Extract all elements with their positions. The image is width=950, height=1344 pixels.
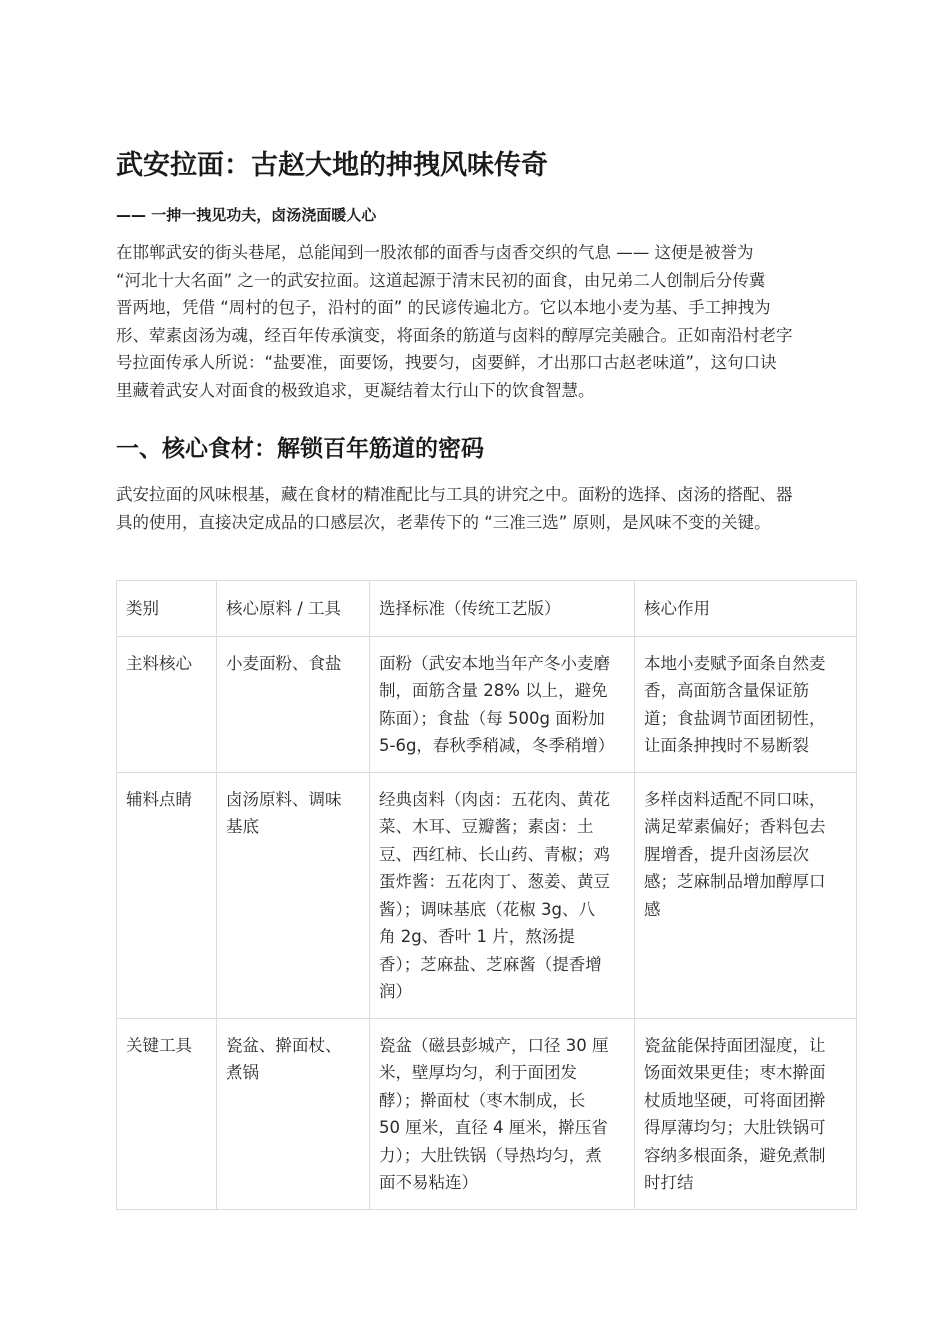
section-line: 具的使用，直接决定成品的口感层次，老辈传下的 “三准三选” 原则，是风味不变的关键。 [116,512,771,532]
cell-text-line: 酵）；擀面杖（枣木制成，长 [379,1090,586,1110]
cell-text-line: 让面条抻拽时不易断裂 [644,736,809,755]
cell-text-line: 时打结 [644,1173,694,1192]
cell-text-line: 卤汤原料、调味 [226,789,342,809]
cell-text-line: 5-6g，春秋季稍减，冬季稍增） [379,736,615,755]
cell-text-line: 面粉（武安本地当年产冬小麦磨 [379,653,610,673]
cell-text-line: 制，面筋含量 28% 以上，避免 [379,681,608,700]
table-cell-materials [217,772,370,1018]
intro-line: 形、荤素卤汤为魂，经百年传承演变，将面条的筋道与卤料的醇厚完美融合。正如南沿村老字 [116,325,793,345]
cell-text-line: 经典卤料（肉卤：五花肉、黄花 [379,789,610,809]
cell-text-line: 菜、木耳、豆瓣酱；素卤：土 [379,817,594,836]
table-cell-effect [635,1018,857,1209]
section-heading-core-ingredients: 一、核心食材：解锁百年筋道的密码 [116,436,484,462]
table-body [117,636,857,1209]
cell-text-line: 主料核心 [126,653,192,673]
cell-text-line: 感 [644,899,661,919]
page-subtitle: —— 一抻一拽见功夫，卤汤浇面暖人心 [116,206,377,224]
cell-text-line: 香）；芝麻盐、芝麻酱（提香增 [379,954,602,974]
cell-text-line: 米，壁厚均匀，利于面团发 [379,1063,577,1082]
table-cell-category [117,636,217,772]
cell-text-line: 关键工具 [126,1035,192,1055]
cell-text-line: 道；食盐调节面团韧性， [644,708,826,728]
cell-text-line: 饧面效果更佳；枣木擀面 [644,1063,826,1082]
cell-text-line: 润） [379,982,412,1001]
column-header-category: 类别 [117,581,217,637]
cell-text-line: 蛋炸酱：五花肉丁、葱姜、黄豆 [379,872,610,891]
intro-paragraph [116,239,846,404]
table-cell-effect [635,772,857,1018]
cell-text-line: 杖质地坚硬，可将面团擀 [644,1090,826,1110]
cell-text-line: 辅料点睛 [126,789,192,809]
table-row [117,1018,857,1209]
cell-text-line: 腥增香，提升卤汤层次 [644,844,809,864]
column-header-standard: 选择标准（传统工艺版） [370,581,635,637]
section-paragraph [116,481,846,536]
table-cell-category [117,1018,217,1209]
cell-text-line: 满足荤素偏好；香料包去 [644,817,826,836]
cell-text-line: 容纳多根面条，避免煮制 [644,1145,826,1165]
cell-text-line: 酱）；调味基底（花椒 3g、八 [379,899,595,919]
table-cell-standard [370,772,635,1018]
cell-text-line: 得厚薄均匀；大肚铁锅可 [644,1118,826,1137]
cell-text-line: 角 2g、香叶 1 片，熬汤提 [379,927,575,946]
cell-text-line: 煮锅 [226,1063,259,1082]
table-row [117,636,857,772]
intro-line: 号拉面传承人所说：“盐要准，面要饧，拽要匀，卤要鲜，才出那口古赵老味道”，这句口诀 [116,353,777,372]
cell-text-line: 多样卤料适配不同口味， [644,789,826,809]
section-line: 武安拉面的风味根基，藏在食材的精准配比与工具的讲究之中。面粉的选择、卤汤的搭配、器 [116,485,793,504]
table-row [117,772,857,1018]
intro-line: 晋两地，凭借 “周村的包子，沿村的面” 的民谚传遍北方。它以本地小麦为基、手工抻拽为 [116,298,771,317]
cell-text-line: 面不易粘连） [379,1173,478,1192]
table-cell-materials [217,1018,370,1209]
cell-text-line: 50 厘米，直径 4 厘米，擀压省 [379,1118,608,1137]
table-cell-effect [635,636,857,772]
page-title: 武安拉面：古赵大地的抻拽风味传奇 [116,150,548,181]
cell-text-line: 力）；大肚铁锅（导热均匀，煮 [379,1145,602,1165]
intro-line: “河北十大名面” 之一的武安拉面。这道起源于清末民初的面食，由兄弟二人创制后分传冀 [116,270,766,290]
column-header-effect: 核心作用 [635,581,857,637]
cell-text-line: 基底 [226,817,259,836]
cell-text-line: 瓷盆（磁县彭城产，口径 30 厘 [379,1035,609,1055]
table-cell-standard [370,636,635,772]
table-header-row [117,581,857,637]
table-cell-category [117,772,217,1018]
cell-text-line: 陈面）；食盐（每 500g 面粉加 [379,708,605,728]
cell-text-line: 本地小麦赋予面条自然麦 [644,653,826,673]
ingredients-table [116,580,857,1210]
intro-line: 在邯郸武安的街头巷尾，总能闻到一股浓郁的面香与卤香交织的气息 —— 这便是被誉为 [116,243,754,262]
table-cell-materials [217,636,370,772]
cell-text-line: 瓷盆、擀面杖、 [226,1035,342,1055]
table-cell-standard [370,1018,635,1209]
cell-text-line: 小麦面粉、食盐 [226,653,342,673]
column-header-materials: 核心原料 / 工具 [217,581,370,637]
intro-line: 里藏着武安人对面食的极致追求，更凝结着太行山下的饮食智慧。 [116,380,595,400]
cell-text-line: 豆、西红柿、长山药、青椒；鸡 [379,844,610,864]
cell-text-line: 香，高面筋含量保证筋 [644,681,809,700]
cell-text-line: 瓷盆能保持面团湿度，让 [644,1035,826,1055]
cell-text-line: 感；芝麻制品增加醇厚口 [644,872,826,891]
